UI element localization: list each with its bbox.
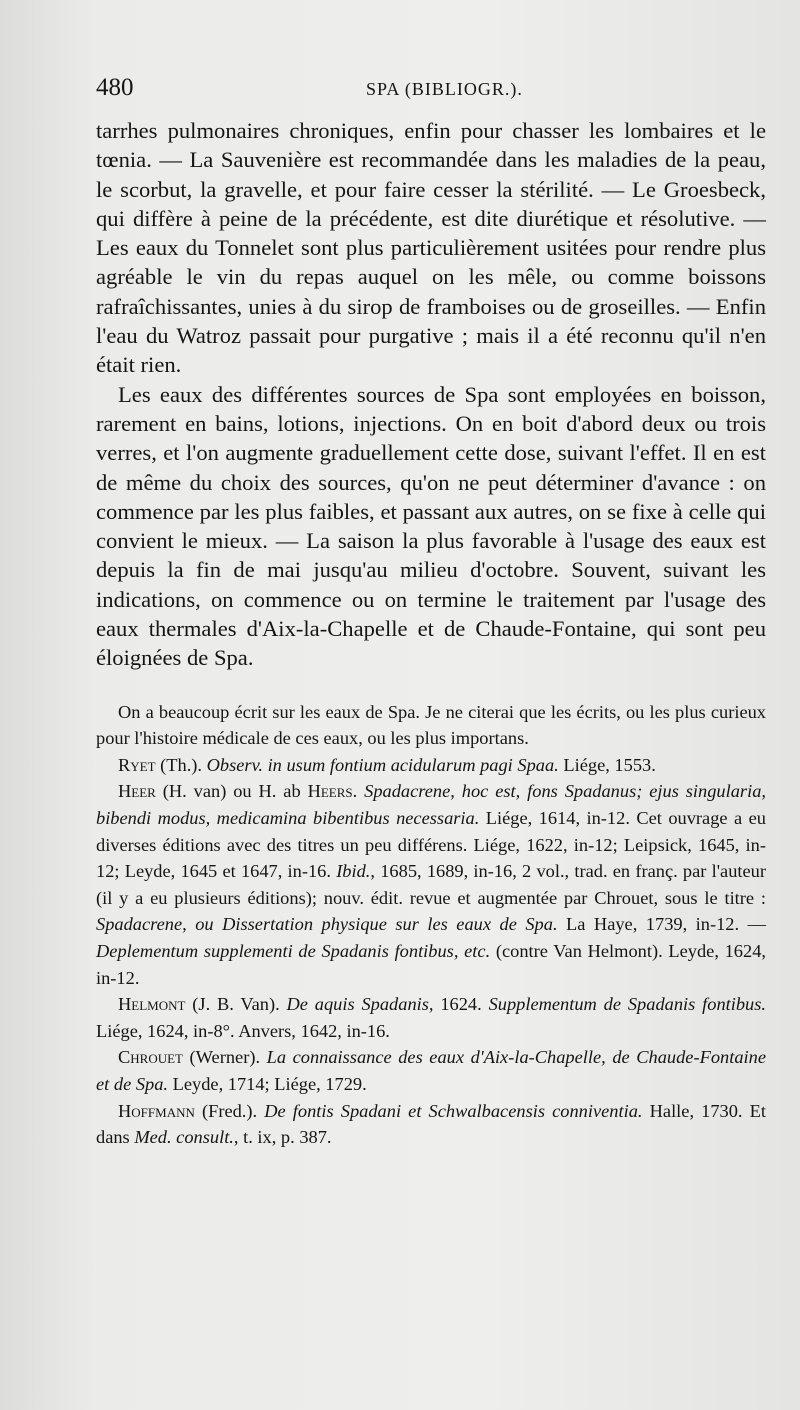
bibliography-intro: On a beaucoup écrit sur les eaux de Spa. Je ne citerai que les écrits, ou les plus curieux pour l'histoire médicale de ces eaux, ou les plus importans. bbox=[96, 701, 766, 749]
bibliography bbox=[96, 699, 766, 1151]
author-name: Heers bbox=[307, 781, 353, 802]
main-text bbox=[96, 116, 766, 673]
work-title: Med. consult. bbox=[134, 1127, 234, 1148]
bibliography-entry-heer: Heer (H. van) ou H. ab Heers. Spadacrene, hoc est, fons Spadanus; ejus singularia, bibendi modus, medicamina bibentibus necessaria. Liége, 1614, in-12. Cet ouvrage a eu diverses éditions avec des titres un peu différens. Liége, 1622, in-12; Leipsick, 1645, in-12; Leyde, 1645 et 1647, in-16. Ibid., 1685, 1689, in-16, 2 vol., trad. en franç. par l'auteur (il y a eu plusieurs éditions); nouv. édit. revue et augmentée par Chrouet, sous le titre : Spadacrene, ou Dissertation physique sur les eaux de Spa. La Haye, 1739, in-12. — Deplementum supplementi de Spadanis fontibus, etc. (contre Van Helmont). Leyde, 1624, in-12. bbox=[96, 781, 766, 988]
work-title: Spadacrene, hoc est, fons Spadanus; ejus singularia, bibendi modus, medicamina bibentibus necessaria. bbox=[96, 781, 766, 829]
work-title: De fontis Spadani et Schwalbacensis conniventia. bbox=[264, 1100, 643, 1121]
page-header bbox=[96, 74, 766, 116]
page-number: 480 bbox=[96, 74, 134, 101]
bibliography-entry-helmont: Helmont (J. B. Van). De aquis Spadanis, 1624. Supplementum de Spadanis fontibus. Liége, 1624, in-8°. Anvers, 1642, in-16. bbox=[96, 994, 766, 1041]
work-title: Spadacrene, ou Dissertation physique sur les eaux de Spa. bbox=[96, 914, 558, 935]
bibliography-entry-ryet: Ryet (Th.). Observ. in usum fontium acidularum pagi Spaa. Liége, 1553. bbox=[118, 754, 656, 775]
paragraph-usage: Les eaux des différentes sources de Spa sont employées en boisson, rarement en bains, lotions, injections. On en boit d'abord deux ou trois verres, et l'on augmente graduellement cette dose, suivant l'effet. Il en est de même du choix des sources, qu'on ne peut déterminer d'avance : on commence par les plus faibles, et passant aux autres, on se fixe à celle qui convient le mieux. — La saison la plus favorable à l'usage des eaux est depuis la fin de mai jusqu'au milieu d'octobre. Souvent, suivant les indications, on commence ou on termine le traitement par l'usage des eaux thermales d'Aix-la-Chapelle et de Chaude-Fontaine, qui sont peu éloignées de Spa. bbox=[96, 381, 766, 671]
author-name: Chrouet bbox=[118, 1047, 183, 1068]
author-name: Hoffmann bbox=[118, 1100, 195, 1121]
work-title: Supplementum de Spadanis fontibus. bbox=[488, 994, 766, 1015]
work-title: Observ. in usum fontium acidularum pagi Spaa. bbox=[206, 754, 559, 775]
work-title: De aquis Spadanis, bbox=[286, 994, 434, 1015]
author-name: Ryet bbox=[118, 754, 156, 775]
running-head: SPA (BIBLIOGR.). bbox=[366, 79, 523, 99]
bibliography-entry-hoffmann: Hoffmann (Fred.). De fontis Spadani et Schwalbacensis conniventia. Halle, 1730. Et dans Med. consult., t. ix, p. 387. bbox=[96, 1100, 766, 1148]
bibliography-entry-chrouet: Chrouet (Werner). La connaissance des eaux d'Aix-la-Chapelle, de Chaude-Fontaine et de Spa. Leyde, 1714; Liége, 1729. bbox=[96, 1047, 766, 1094]
paragraph-continuation: tarrhes pulmonaires chroniques, enfin pour chasser les lombaires et le tœnia. — La Sauvenière est recommandée dans les maladies de la peau, le scorbut, la gravelle, et pour faire cesser la stérilité. — Le Groesbeck, qui diffère à peine de la précédente, est dite diurétique et résolutive. — Les eaux du Tonnelet sont plus particulièrement usitées pour rendre plus agréable le vin du repas auquel on les mêle, ou comme boissons rafraîchissantes, unies à du sirop de framboises ou de groseilles. — Enfin l'eau du Watroz passait pour purgative ; mais il a été reconnu qu'il n'en était rien. bbox=[96, 118, 766, 378]
author-name: Heer bbox=[118, 781, 156, 802]
work-title: Ibid. bbox=[336, 861, 371, 882]
work-title: La connaissance des eaux d'Aix-la-Chapelle, de Chaude-Fontaine et de Spa. bbox=[96, 1047, 766, 1094]
author-name: Helmont bbox=[118, 994, 186, 1015]
work-title: Deplementum supplementi de Spadanis fontibus, etc. bbox=[96, 940, 491, 961]
